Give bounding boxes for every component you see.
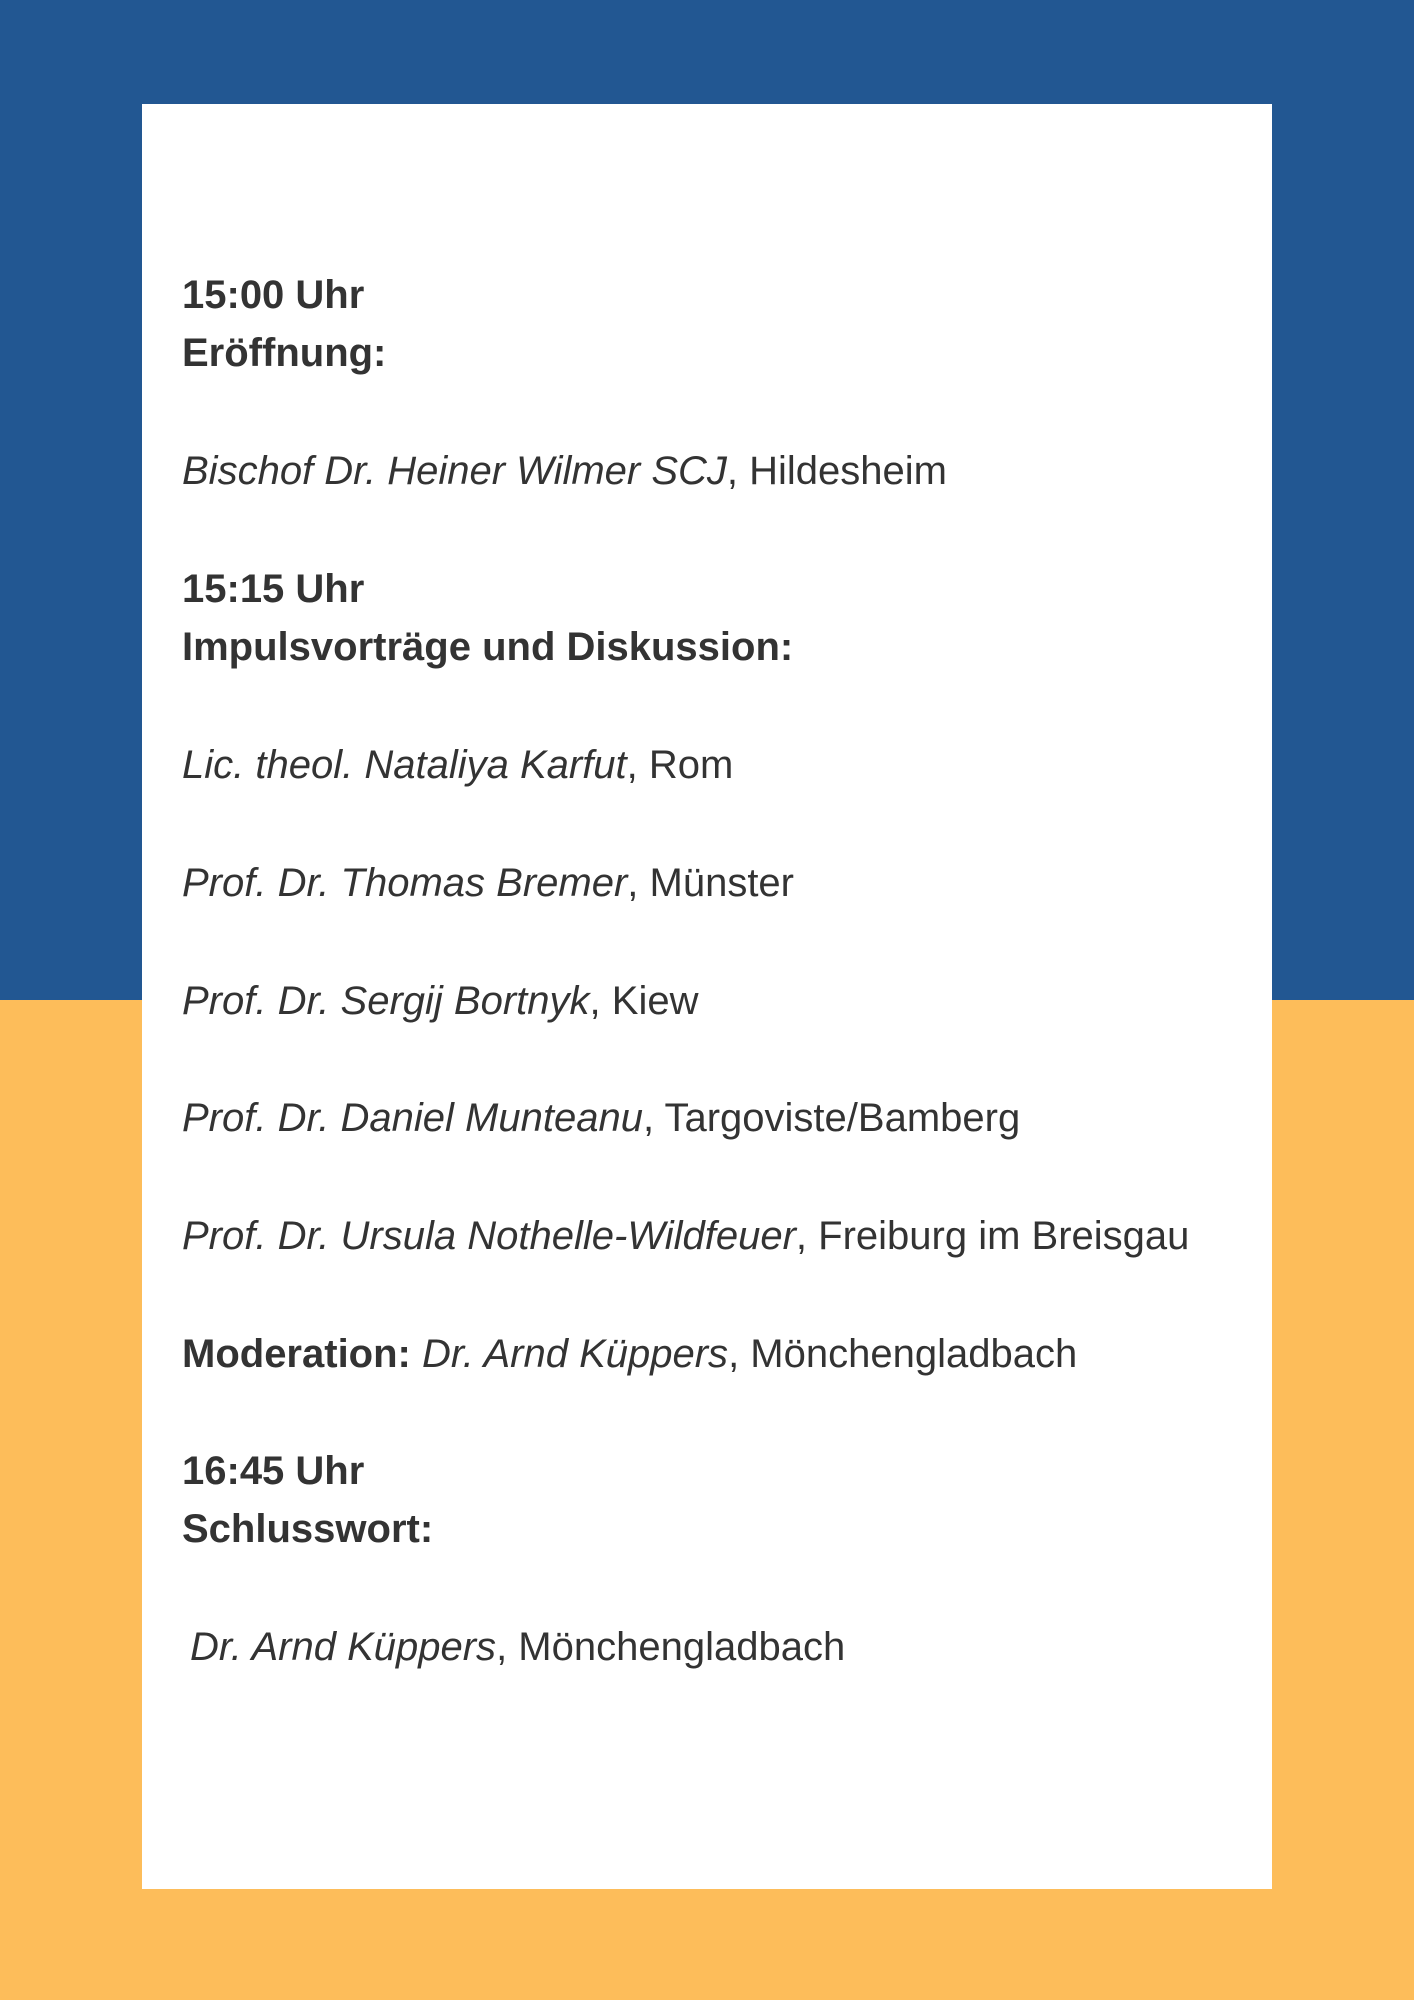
time-1645: 16:45 Uhr — [182, 1449, 365, 1493]
speaker-place: , Rom — [626, 743, 734, 787]
moderation-line — [182, 1325, 1077, 1383]
section-title-opening: Eröffnung: — [182, 331, 387, 375]
section-title-talks: Impulsvorträge und Diskussion: — [182, 625, 794, 669]
speaker-name: Prof. Dr. Sergij Bortnyk — [182, 979, 590, 1023]
moderation-label: Moderation: — [182, 1332, 411, 1376]
speaker-name: Bischof Dr. Heiner Wilmer SCJ — [182, 449, 727, 493]
speaker-name: Prof. Dr. Thomas Bremer — [182, 861, 628, 905]
speaker-name: Prof. Dr. Daniel Munteanu — [182, 1096, 643, 1140]
speaker-place: , Targoviste/Bamberg — [642, 1096, 1021, 1140]
speaker-place: , Münster — [627, 861, 794, 905]
speaker-line — [190, 1618, 845, 1676]
speaker-line — [182, 854, 794, 912]
speaker-name: Lic. theol. Nataliya Karfut — [182, 743, 627, 787]
time-1500: 15:00 Uhr — [182, 273, 365, 317]
speaker-line — [182, 1207, 1189, 1265]
speaker-line — [182, 1089, 1020, 1147]
speaker-line — [182, 442, 947, 500]
time-1515: 15:15 Uhr — [182, 567, 365, 611]
speaker-place: , Hildesheim — [726, 449, 947, 493]
speaker-line — [182, 736, 733, 794]
speaker-place: , Kiew — [589, 979, 699, 1023]
moderator-place: , Mönchengladbach — [728, 1332, 1078, 1376]
speaker-place: , Mönchengladbach — [496, 1625, 846, 1669]
program-card — [142, 104, 1272, 1889]
speaker-place: , Freiburg im Breisgau — [795, 1214, 1190, 1258]
speaker-line — [182, 972, 698, 1030]
speaker-name: Dr. Arnd Küppers — [190, 1625, 497, 1669]
section-title-closing: Schlusswort: — [182, 1507, 434, 1551]
moderator-name: Dr. Arnd Küppers — [422, 1332, 729, 1376]
speaker-name: Prof. Dr. Ursula Nothelle-Wildfeuer — [182, 1214, 796, 1258]
